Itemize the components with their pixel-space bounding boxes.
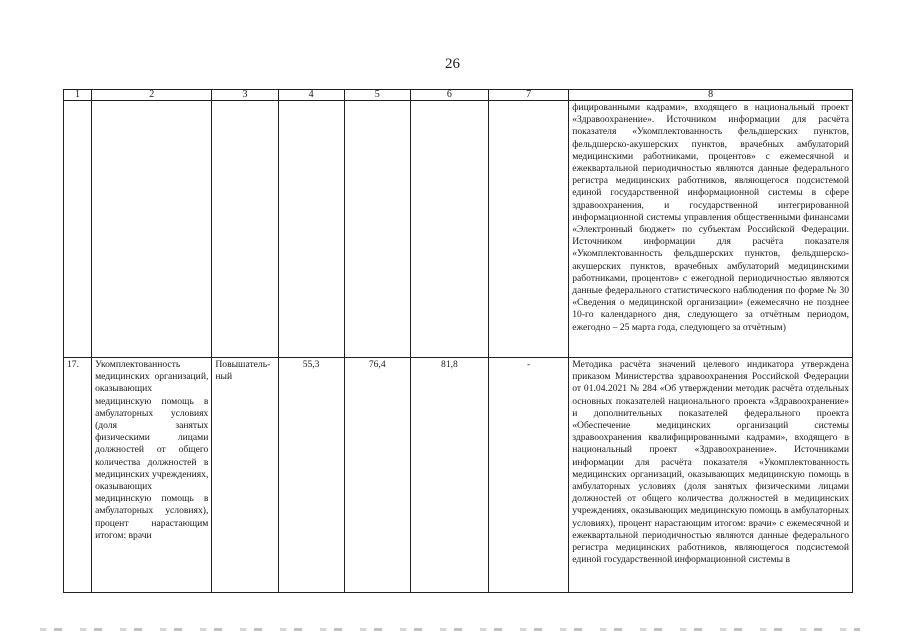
value-col5: 76,4 [344, 358, 410, 593]
scan-artifact [40, 628, 860, 631]
indicator-type: Повышатель-ный [212, 358, 278, 593]
header-cell-3: 3 [212, 90, 278, 101]
header-row [64, 90, 853, 101]
header-cell-5: 5 [344, 90, 410, 101]
methodology-text: фицированными кадрами», входящего в национальный проект «Здравоохранение». Источником информации для расчёта показателя «Укомплектованность фельдшерских пунктов, фельдшерско-акушерских пунктов, врачебных амбулаторий медицинскими работниками, процентов» с ежемесячной и ежеквартальной периодичностью являются данные федерального регистра медицинских работников, являющегося подсистемой единой государственной информационной системы в сфере здравоохранения, и государственной интегрированной информационной системы управления общественными финансами «Электронный бюджет» по субъектам Российской Федерации. Источником информации для расчёта показателя «Укомплектованность фельдшерских пунктов, фельдшерско-акушерских пунктов, врачебных амбулаторий медицинскими работниками, процентов» с ежегодной периодичностью являются данные федерального статистического наблюдения по форме № 30 «Сведения о медицинской организации» (ежемесячно не позднее 10-го календарного дня, следующего за отчётным периодом, ежегодно – 25 марта года, следующего за отчётным) [569, 101, 853, 358]
table-row-continued [64, 101, 853, 358]
value-col6: 81,8 [410, 358, 488, 593]
page-number: 26 [445, 56, 460, 72]
cell-empty [410, 101, 488, 358]
header-cell-6: 6 [410, 90, 488, 101]
cell-empty [212, 101, 278, 358]
header-cell-4: 4 [278, 90, 344, 101]
cell-empty [278, 101, 344, 358]
value-col4: 55,3 [278, 358, 344, 593]
methodology-text: Методика расчёта значений целевого индикатора утверждена приказом Министерства здравоохранения Российской Федерации от 01.04.2021 № 284 «Об утверждении методик расчёта отдельных основных показателей национального проекта «Здравоохранение» и дополнительных показателей федерального проекта «Обеспечение медицинских организаций системы здравоохранения квалифицированными кадрами», входящего в национальный проект «Здравоохранение». Источниками информации для расчёта показателя «Укомплектованность медицинских организаций, оказывающих медицинскую помощь в амбулаторных условиях (доля занятых физическими лицами должностей от общего количества должностей в медицинских учреждениях, оказывающих медицинскую помощь в амбулаторных условиях), процент нарастающим итогом: врачи» с ежемесячной и ежеквартальной периодичностью являются данные федерального регистра медицинских работников, являющегося подсистемой единой государственной информационной системы в [569, 358, 853, 593]
header-cell-1: 1 [64, 90, 92, 101]
value-col7: - [489, 358, 569, 593]
cell-empty [344, 101, 410, 358]
row-number: 17. [64, 358, 92, 593]
indicator-name: Укомплектованность медицинских организаций, оказывающих медицинскую помощь в амбулаторных условиях (доля занятых физическими лицами должностей от общего количества должностей в медицинских учреждениях, оказывающих медицинскую помощь в амбулаторных условиях), процент нарастающим итогом: врачи [92, 358, 212, 593]
header-cell-2: 2 [92, 90, 212, 101]
cell-empty [64, 101, 92, 358]
header-cell-7: 7 [489, 90, 569, 101]
header-cell-8: 8 [569, 90, 853, 101]
cell-empty [92, 101, 212, 358]
indicator-table [63, 89, 853, 593]
table-row-17 [64, 358, 853, 593]
cell-empty [489, 101, 569, 358]
